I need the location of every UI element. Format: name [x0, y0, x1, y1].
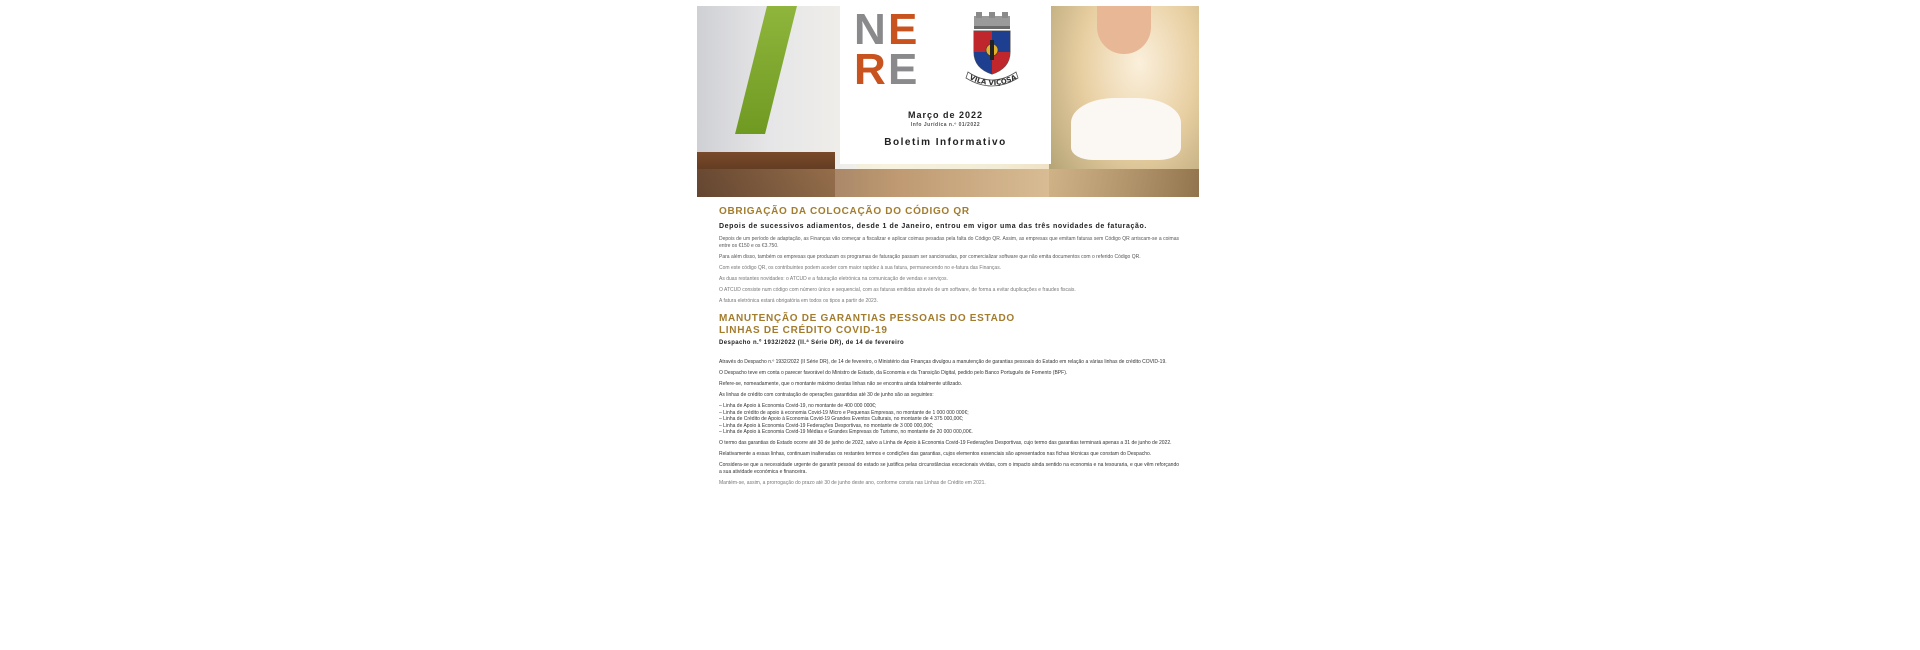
green-tie: [735, 6, 797, 134]
section2-paragraph: Relativamente a essas linhas, continuam inalteradas os restantes termos e condições das garantias, cujos elementos essenciais são apresentados nas fichas técnicas que constam do Despacho.: [719, 451, 1152, 457]
list-item: – Linha de Crédito de Apoio à Economia Covid-19 Grandes Eventos Culturais, no montante de 4 375 000,00€;: [719, 416, 964, 422]
header-banner: [697, 6, 1199, 197]
photo-bottom-strip: [697, 169, 1199, 197]
woman-face: [1097, 6, 1151, 54]
section2-paragraph: As linhas de crédito com contratação de operações garantidas até 30 de junho são as seguintes:: [719, 392, 934, 398]
article-content: [719, 206, 1179, 491]
newsletter-title: Boletim Informativo: [884, 137, 1007, 148]
section1-lead: Depois de sucessivos adiamentos, desde 1 de Janeiro, entrou em vigor uma das três novidades de faturação.: [719, 223, 1147, 230]
list-item: – Linha de Apoio à Economia Covid-19 Médias e Grandes Empresas do Turismo, no montante de 20 000 000,00€.: [719, 429, 973, 435]
newsletter-page: [697, 6, 1199, 606]
section1-heading: OBRIGAÇÃO DA COLOCAÇÃO DO CÓDIGO QR: [719, 206, 970, 217]
section2-paragraph: Através do Despacho n.º 1932/2022 (II Série DR), de 14 de fevereiro, o Ministério das Finanças divulgou a manutenção de garantias pessoais do Estado em relação a várias linhas de crédito COVID-19.: [719, 359, 1167, 365]
section2-heading-line1: MANUTENÇÃO DE GARANTIAS PESSOAIS DO ESTADO: [719, 313, 1015, 324]
issue-number: Info Jurídica n.º 01/2022: [910, 122, 981, 128]
section1-paragraph: A fatura eletrónica estará obrigatória em todos os tipos a partir de 2023.: [719, 297, 878, 304]
section-state-guarantees: [719, 313, 1179, 486]
issue-month: Março de 2022: [907, 110, 984, 120]
crest-ribbon-label: [958, 68, 1028, 94]
section1-paragraph: O ATCUD consiste num código com número único e sequencial, com as faturas emitidas através de um software, de forma a evitar duplicações e fraudes fiscais.: [719, 286, 1076, 293]
section1-paragraph: Para além disso, também os empresas que produzam os programas de faturação passam ser sancionadas, por comercializar software que não emita documentos com o referido Código QR.: [719, 253, 1141, 260]
logo-letter-n: N: [854, 6, 884, 54]
section1-paragraph: As duas restantes novidades: o ATCUD e a faturação eletrónica na comunicação de vendas e serviços.: [719, 275, 948, 282]
credit-lines-list: [719, 403, 1179, 436]
logo-letter-e2: E: [888, 45, 916, 94]
section2-paragraph: O termo das garantias do Estado ocorre até 30 de junho de 2022, salvo a Linha de Apoio à Economia Covid-19 Federações Desportivas, cujo termo das garantias terminará apenas a 31 de junho de 2022.: [719, 440, 1172, 446]
section1-paragraph: Depois de um período de adaptação, as Finanças vão começar a fiscalizar e aplicar coimas pesadas pela falta do Código QR. Assim, as empresas que emitam faturas sem Código QR arriscam-se a coimas entre os €150 e os €3.750.: [719, 236, 1179, 249]
section2-paragraph: O Despacho teve em conta o parecer favorável do Ministro de Estado, da Economia e da Transição Digital, pedido pelo Banco Português de Fomento (BPF).: [719, 370, 1068, 376]
section2-paragraph: Refere-se, nomeadamente, que o montante máximo destas linhas não se encontra ainda totalmente utilizado.: [719, 381, 963, 387]
list-item: – Linha de Apoio à Economia Covid-19 Federações Desportivas, no montante de 3 000 000,00€;: [719, 422, 934, 429]
crest-text: VILA VIÇOSA: [968, 73, 1018, 88]
section1-paragraph: Com este código QR, os contribuintes podem aceder com maior rapidez à sua fatura, permanecendo no e-fatura das Finanças.: [719, 264, 1002, 271]
section-qr-code: [719, 206, 1179, 304]
list-item: – Linha de crédito de apoio à economia Covid-19 Micro e Pequenas Empresas, no montante de 1 000 000 000€;: [719, 409, 969, 416]
section2-despacho: Despacho n.º 1932/2022 (II.ª Série DR), de 14 de fevereiro: [719, 340, 905, 346]
section2-paragraph: Mantém-se, assim, a prorrogação do prazo até 30 de junho deste ano, conforme consta nas Linhas de Crédito em 2021.: [719, 479, 986, 486]
list-item: – Linha de Apoio à Economia Covid-19, no montante de 400 000 000€;: [719, 403, 877, 409]
white-dress: [1071, 98, 1181, 160]
svg-text:VILA VIÇOSA: [968, 73, 1018, 87]
logo-letter-e1: E: [888, 6, 916, 54]
section2-heading-line2: LINHAS DE CRÉDITO COVID-19: [719, 325, 888, 336]
section2-paragraph: Considera-se que a necessidade urgente de garantir pessoal do estado se justifica pelas circunstâncias excecionais vividas, com o impacto ainda sentido na economia e na tesouraria, e que vêm reforçando a sua atividade económica e financeira.: [719, 462, 1179, 475]
logo-panel: [840, 6, 1051, 164]
logo-letter-r: R: [854, 45, 884, 94]
nere-logo: [854, 6, 924, 94]
